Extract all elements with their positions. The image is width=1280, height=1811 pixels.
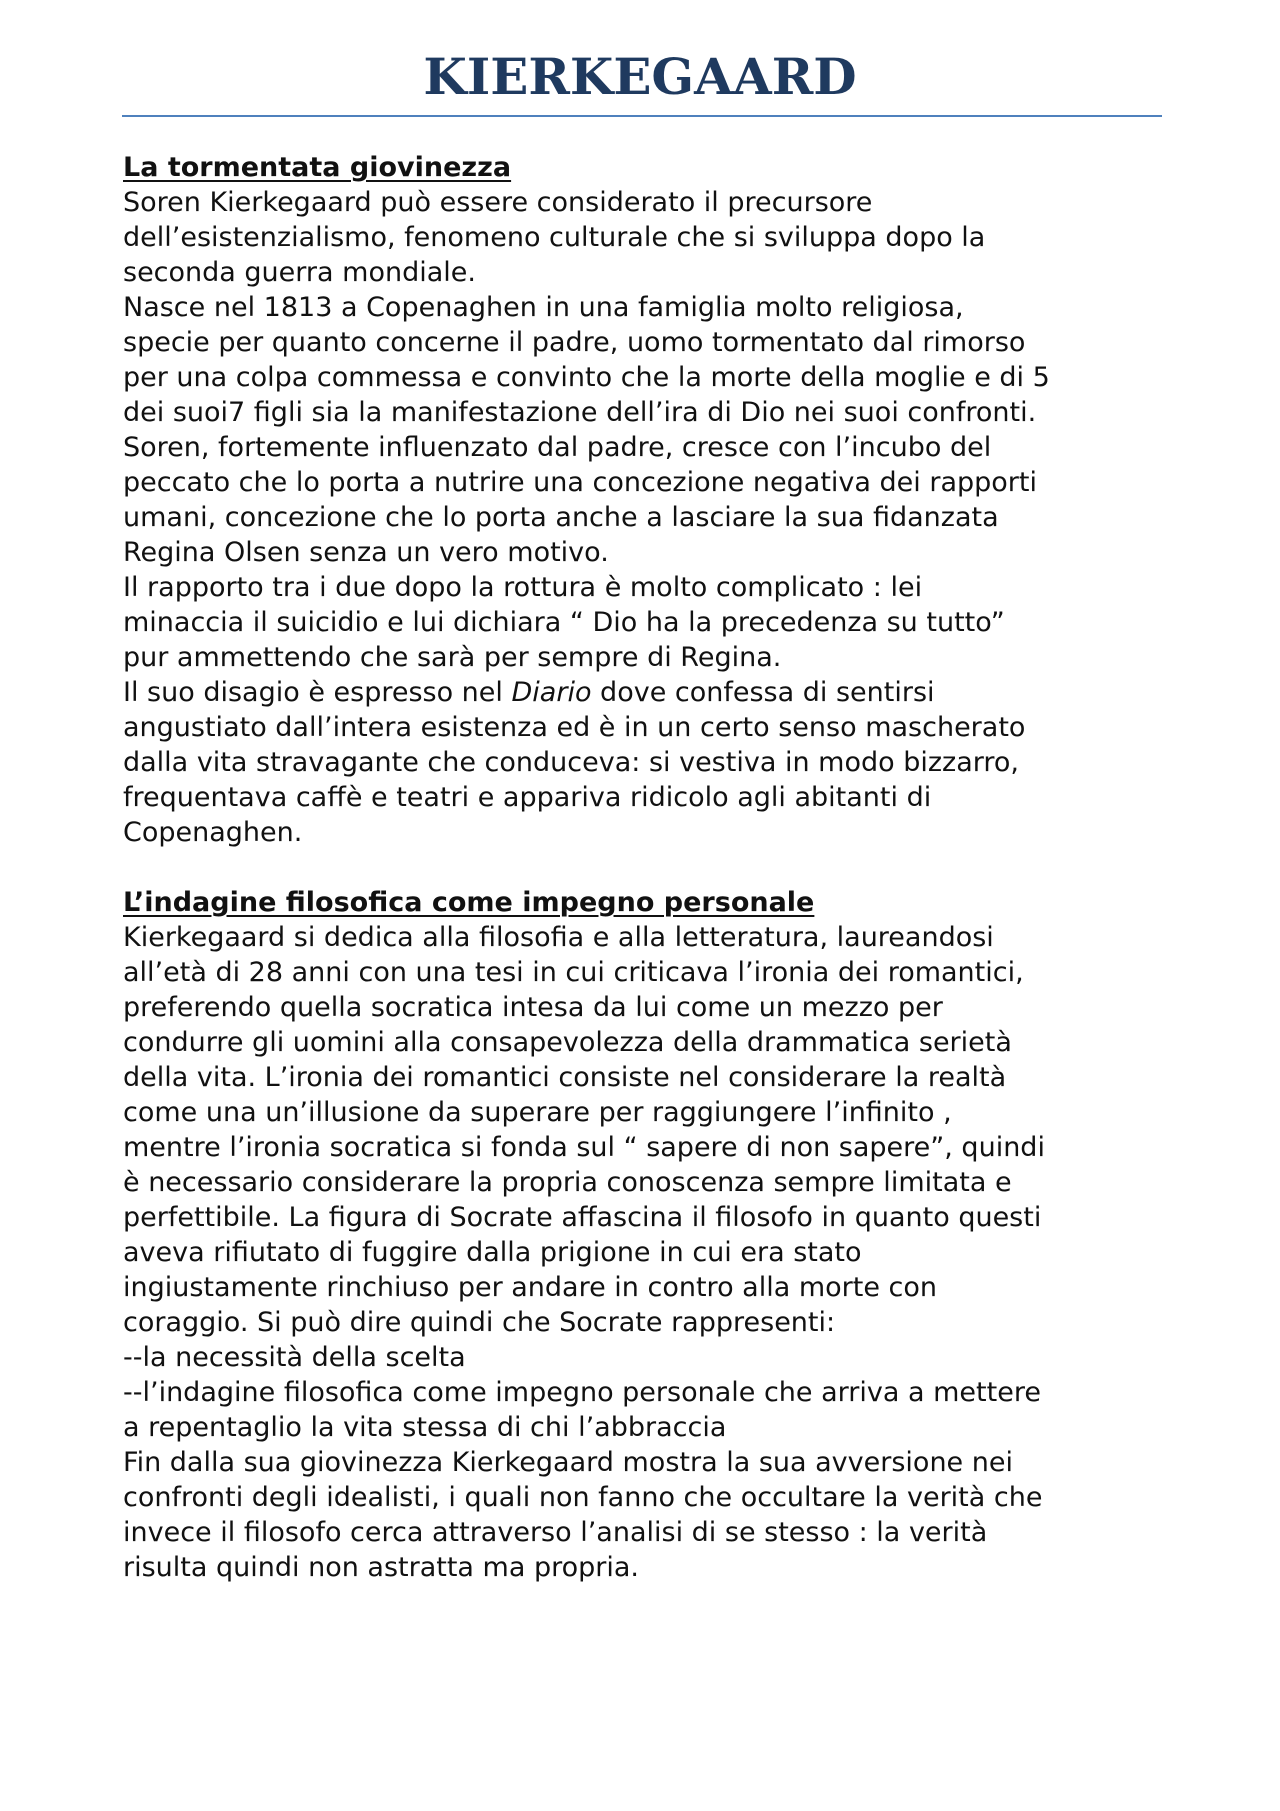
paragraph-line: peccato che lo porta a nutrire una concezione negativa dei rapporti	[123, 467, 1037, 498]
paragraph-line: Nasce nel 1813 a Copenaghen in una famiglia molto religiosa,	[123, 292, 964, 323]
paragraph-line: a repentaglio la vita stessa di chi l’abbraccia	[123, 1412, 727, 1443]
paragraph-line: angustiato dall’intera esistenza ed è in un certo senso mascherato	[123, 712, 1026, 743]
paragraph-line: Soren, fortemente influenzato dal padre, cresce con l’incubo del	[123, 432, 992, 463]
paragraph-line: risulta quindi non astratta ma propria.	[123, 1552, 640, 1583]
document-body	[123, 150, 1183, 1585]
paragraph-line: Fin dalla sua giovinezza Kierkegaard mostra la sua avversione nei	[123, 1447, 1013, 1478]
paragraph-line: frequentava caffè e teatri e appariva ridicolo agli abitanti di	[123, 782, 932, 813]
paragraph-line: confronti degli idealisti, i quali non fanno che occultare la verità che	[123, 1482, 1043, 1513]
document-title: KIERKEGAARD	[423, 47, 857, 106]
paragraph-line: perfettibile. La figura di Socrate affascina il filosofo in quanto questi	[123, 1202, 1042, 1233]
section-heading-giovinezza: La tormentata giovinezza	[123, 152, 512, 183]
paragraph-line: pur ammettendo che sarà per sempre di Regina.	[123, 642, 782, 673]
paragraph-line: Regina Olsen senza un vero motivo.	[123, 537, 609, 568]
paragraph-line: invece il filosofo cerca attraverso l’analisi di se stesso : la verità	[123, 1517, 988, 1548]
paragraph-line: coraggio. Si può dire quindi che Socrate rappresenti:	[123, 1307, 836, 1338]
paragraph-line: all’età di 28 anni con una tesi in cui criticava l’ironia dei romantici,	[123, 957, 1024, 988]
paragraph-line: Copenaghen.	[123, 817, 303, 848]
paragraph-line: minaccia il suicidio e lui dichiara “ Dio ha la precedenza su tutto”	[123, 607, 1005, 638]
paragraph-line: Il rapporto tra i due dopo la rottura è molto complicato : lei	[123, 572, 923, 603]
diario-italic-title: Diario	[511, 677, 592, 708]
paragraph-line: mentre l’ironia socratica si fonda sul “ sapere di non sapere”, quindi	[123, 1132, 1045, 1163]
section-spacer	[123, 850, 1183, 885]
paragraph-line: Kierkegaard si dedica alla filosofia e alla letteratura, laureandosi	[123, 922, 994, 953]
section-heading-indagine: L’indagine filosofica come impegno personale	[123, 887, 815, 918]
list-line: --la necessità della scelta	[123, 1342, 466, 1373]
text-run: Il suo disagio è espresso nel	[123, 677, 512, 708]
paragraph-line: condurre gli uomini alla consapevolezza della drammatica serietà	[123, 1027, 1012, 1058]
paragraph-line: dalla vita stravagante che conduceva: si vestiva in modo bizzarro,	[123, 747, 1019, 778]
title-underline-rule	[122, 115, 1162, 117]
paragraph-line: umani, concezione che lo porta anche a lasciare la sua fidanzata	[123, 502, 999, 533]
paragraph-line-diario	[123, 675, 1183, 710]
paragraph-line: seconda guerra mondiale.	[123, 257, 476, 288]
paragraph-line: come una un’illusione da superare per raggiungere l’infinito ,	[123, 1097, 952, 1128]
paragraph-line: dell’esistenzialismo, fenomeno culturale che si sviluppa dopo la	[123, 222, 986, 253]
paragraph-line: ingiustamente rinchiuso per andare in contro alla morte con	[123, 1272, 938, 1303]
paragraph-line: specie per quanto concerne il padre, uomo tormentato dal rimorso	[123, 327, 1026, 358]
paragraph-line: per una colpa commessa e convinto che la morte della moglie e di 5	[123, 362, 1050, 393]
section-body-giovinezza	[123, 185, 1183, 850]
paragraph-line: Soren Kierkegaard può essere considerato il precursore	[123, 187, 873, 218]
text-run: dove confessa di sentirsi	[591, 677, 935, 708]
section-body-indagine	[123, 920, 1183, 1585]
paragraph-line: preferendo quella socratica intesa da lui come un mezzo per	[123, 992, 943, 1023]
paragraph-line: della vita. L’ironia dei romantici consiste nel considerare la realtà	[123, 1062, 1007, 1093]
paragraph-line: dei suoi7 figli sia la manifestazione dell’ira di Dio nei suoi confronti.	[123, 397, 1037, 428]
paragraph-line: aveva rifiutato di fuggire dalla prigione in cui era stato	[123, 1237, 862, 1268]
paragraph-line: è necessario considerare la propria conoscenza sempre limitata e	[123, 1167, 1012, 1198]
list-line: --l’indagine filosofica come impegno personale che arriva a mettere	[123, 1377, 1041, 1408]
